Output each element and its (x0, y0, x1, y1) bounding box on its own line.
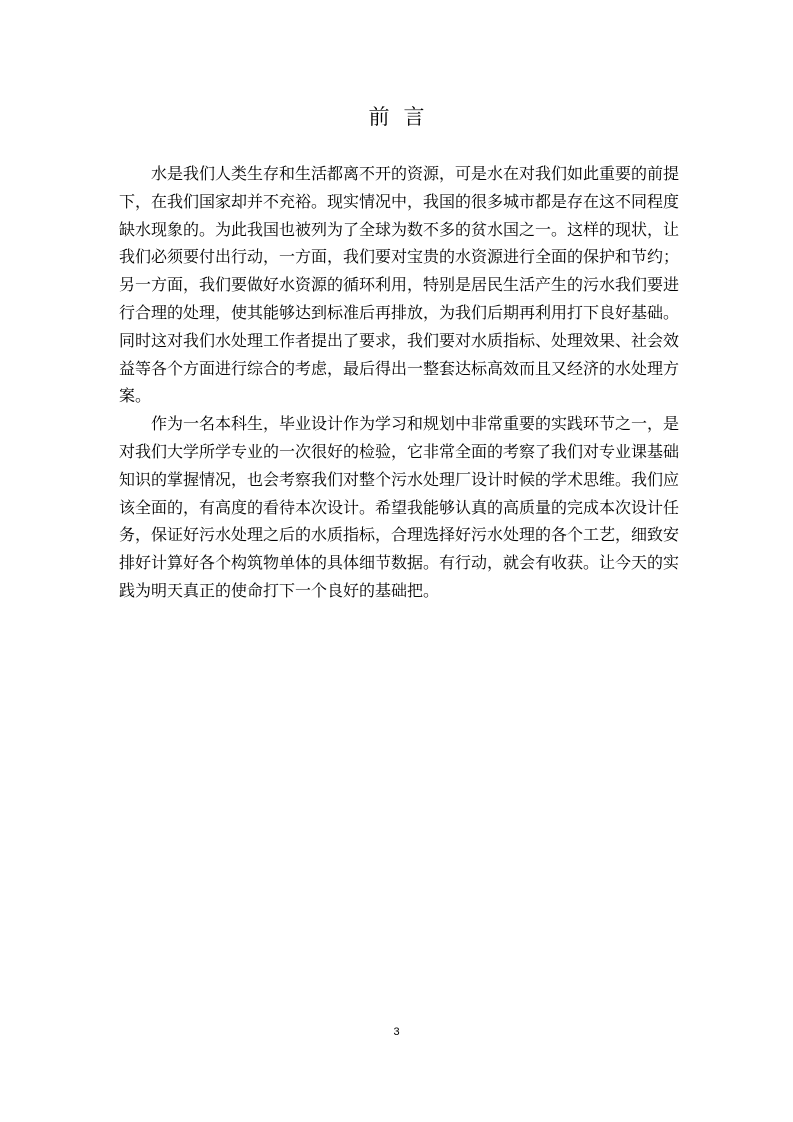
page-title: 前言 (368, 105, 439, 129)
page-number: 3 (393, 1026, 400, 1038)
paragraph-1: 水是我们人类生存和生活都离不开的资源，可是水在对我们如此重要的前提下，在我们国家却并不充裕。现实情况中，我国的很多城市都是存在这不同程度缺水现象的。为此我国也被列为了全球为数不多的贫水国之一。这样的现状，让我们必须要付出行动，一方面，我们要对宝贵的水资源进行全面的保护和节约；另一方面，我们要做好水资源的循环利用，特别是居民生活产生的污水我们要进行合理的处理，使其能够达到标准后再排放，为我们后期再利用打下良好基础。同时这对我们水处理工作者提出了要求，我们要对水质指标、处理效果、社会效益等各个方面进行综合的考虑，最后得出一整套达标高效而且又经济的水处理方案。 (119, 164, 680, 406)
paragraph-2: 作为一名本科生，毕业设计作为学习和规划中非常重要的实践环节之一，是对我们大学所学专业的一次很好的检验，它非常全面的考察了我们对专业课基础知识的掌握情况，也会考察我们对整个污水处理厂设计时候的学术思维。我们应该全面的，有高度的看待本次设计。希望我能够认真的高质量的完成本次设计任务，保证好污水处理之后的水质指标，合理选择好污水处理的各个工艺，细致安排好计算好各个构筑物单体的具体细节数据。有行动，就会有收获。让今天的实践为明天真正的使命打下一个良好的基础把。 (119, 414, 680, 600)
document-body (119, 160, 679, 605)
